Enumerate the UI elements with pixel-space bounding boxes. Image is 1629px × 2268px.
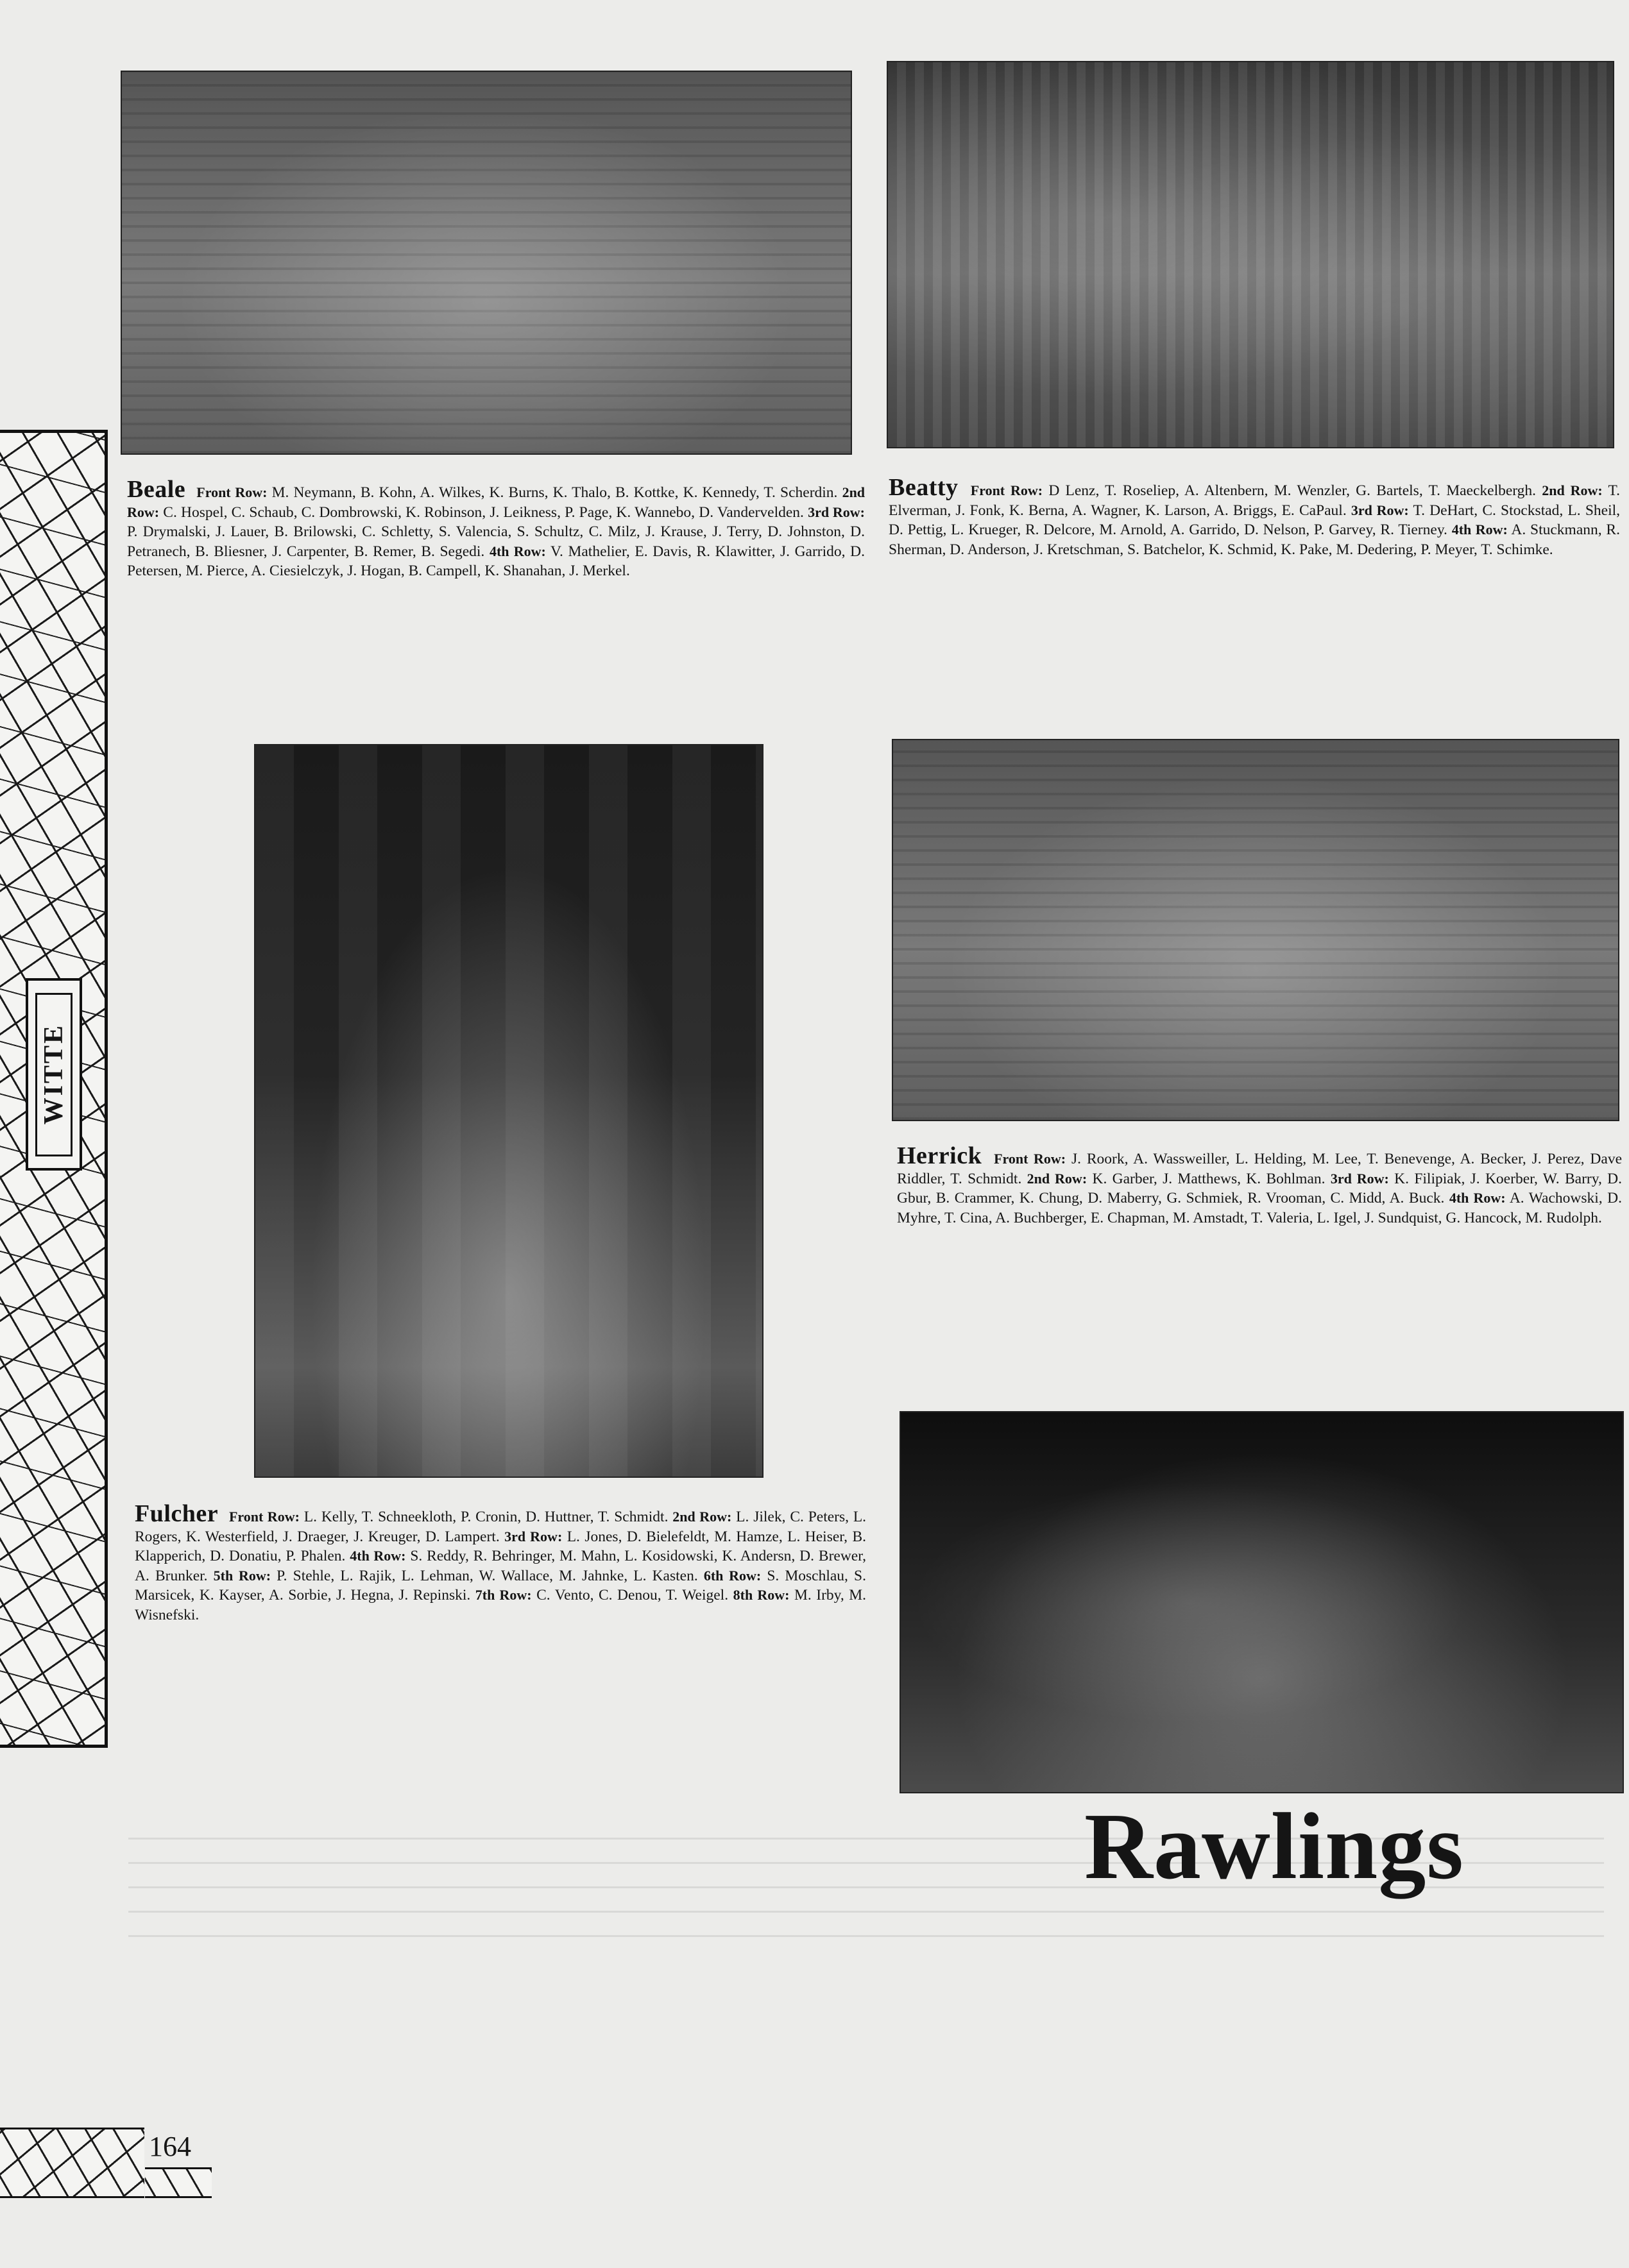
row-label: 4th Row: [1449, 1190, 1506, 1206]
row-label: Front Row: [970, 482, 1043, 498]
row-label: 3rd Row: [1351, 502, 1409, 518]
row-names: S. Reddy, R. Behringer, M. Mahn, L. Kosidowski, K. Andersn, D. Brewer, A. Brunker. [135, 1548, 866, 1584]
row-label: 3rd Row: [504, 1528, 563, 1544]
row-names: C. Hospel, C. Schaub, C. Dombrowski, K. Robinson, J. Leikness, P. Page, K. Wannebo, D. Vandervelden. [163, 504, 804, 521]
section-title: Rawlings [1084, 1794, 1464, 1899]
row-label: 2nd Row: [1542, 482, 1603, 498]
row-label: 3rd Row: [1330, 1170, 1389, 1187]
fulcher-house-name: Fulcher [135, 1500, 219, 1527]
row-label: 2nd Row: [1027, 1170, 1087, 1187]
row-names: T. Elverman, J. Fonk, K. Berna, A. Wagner, K. Larson, A. Briggs, E. CaPaul. [889, 482, 1621, 519]
row-label: 7th Row: [475, 1587, 532, 1603]
side-tab [26, 978, 82, 1171]
row-label: Front Row: [228, 1509, 300, 1525]
row-label: Front Row: [994, 1151, 1066, 1167]
row-label: 3rd Row: [808, 504, 866, 520]
herrick-house-name: Herrick [897, 1142, 982, 1169]
side-tab-label: WITTE [39, 1024, 69, 1125]
row-label: 4th Row: [350, 1548, 406, 1564]
row-names: J. Roork, A. Wassweiller, L. Helding, M. Lee, T. Benevenge, A. Becker, J. Perez, Dave Riddler, T. Schmidt. [897, 1151, 1623, 1187]
row-names: A. Wachowski, D. Myhre, T. Cina, A. Buchberger, E. Chapman, M. Amstadt, T. Valeria, L. Igel, J. Sundquist, G. Hancock, M. Rudolph. [897, 1190, 1622, 1226]
row-names: T. DeHart, C. Stockstad, L. Sheil, D. Pettig, L. Krueger, R. Delcore, M. Arnold, A. Garrido, D. Nelson, P. Garvey, R. Tierney. [889, 502, 1621, 538]
row-names: P. Drymalski, J. Lauer, B. Brilowski, C. Schletty, S. Valencia, S. Schultz, C. Milz, J. Krause, J. Terry, D. Johnston, D. Petranech, B. Bliesner, J. Carpenter, B. Remer, B. Segedi. [127, 523, 865, 560]
beale-house-name: Beale [127, 476, 186, 503]
herrick-group-photo [892, 739, 1619, 1121]
beatty-caption [889, 474, 1621, 559]
row-names: L. Jones, D. Bielefeldt, M. Hamze, L. Heiser, B. Klapperich, D. Donatiu, P. Phalen. [135, 1528, 866, 1564]
fulcher-caption [135, 1500, 867, 1625]
row-names: P. Stehle, L. Rajik, L. Lehman, W. Wallace, M. Jahnke, L. Kasten. [277, 1567, 698, 1584]
row-names: M. Irby, M. Wisnefski. [135, 1587, 867, 1623]
fulcher-group-photo [254, 744, 763, 1478]
beale-group-photo [121, 71, 852, 455]
rawlings-group-photo [900, 1411, 1624, 1793]
beatty-group-photo [887, 61, 1614, 448]
row-label: 8th Row: [733, 1587, 790, 1603]
row-names: V. Mathelier, E. Davis, R. Klawitter, J. Garrido, D. Petersen, M. Pierce, A. Ciesielczyk, J. Hogan, B. Campell, K. Shanahan, J. Merkel. [127, 543, 865, 579]
row-label: 4th Row: [489, 543, 546, 559]
row-names: L. Jilek, C. Peters, L. Rogers, K. Westerfield, J. Draeger, J. Kreuger, D. Lampert. [135, 1509, 867, 1545]
row-label: 4th Row: [1451, 521, 1508, 537]
beatty-house-name: Beatty [889, 474, 959, 501]
page-mark-pattern-small [145, 2167, 212, 2198]
row-label: 6th Row: [703, 1567, 762, 1584]
row-label: 5th Row: [213, 1567, 271, 1584]
row-names: L. Kelly, T. Schneekloth, P. Cronin, D. Huttner, T. Schmidt. [303, 1509, 669, 1525]
row-names: M. Neymann, B. Kohn, A. Wilkes, K. Burns, K. Thalo, B. Kottke, K. Kennedy, T. Scherdin. [271, 484, 838, 501]
row-label: 2nd Row: [672, 1509, 732, 1525]
page-number: 164 [145, 2130, 195, 2163]
herrick-caption [897, 1142, 1623, 1228]
beale-caption [127, 476, 866, 581]
row-names: C. Vento, C. Denou, T. Weigel. [536, 1587, 729, 1604]
row-names: S. Moschlau, S. Marsicek, K. Kayser, A. Sorbie, J. Hegna, J. Repinski. [135, 1567, 866, 1604]
row-label: Front Row: [196, 484, 268, 500]
row-label: 2nd Row: [127, 484, 866, 520]
row-names: K. Filipiak, J. Koerber, W. Barry, D. Gbur, B. Crammer, K. Chung, D. Maberry, G. Schmiek, R. Vrooman, C. Midd, A. Buck. [897, 1170, 1622, 1206]
row-names: D Lenz, T. Roseliep, A. Altenbern, M. Wenzler, G. Bartels, T. Maeckelbergh. [1048, 482, 1537, 499]
row-names: K. Garber, J. Matthews, K. Bohlman. [1092, 1170, 1326, 1187]
page-number-marker [0, 2128, 212, 2198]
side-tab-frame [35, 993, 72, 1156]
page-mark-pattern [0, 2128, 144, 2198]
row-names: A. Stuckmann, R. Sherman, D. Anderson, J. Kretschman, S. Batchelor, K. Schmid, K. Pake, M. Dedering, P. Meyer, T. Schimke. [889, 521, 1620, 558]
